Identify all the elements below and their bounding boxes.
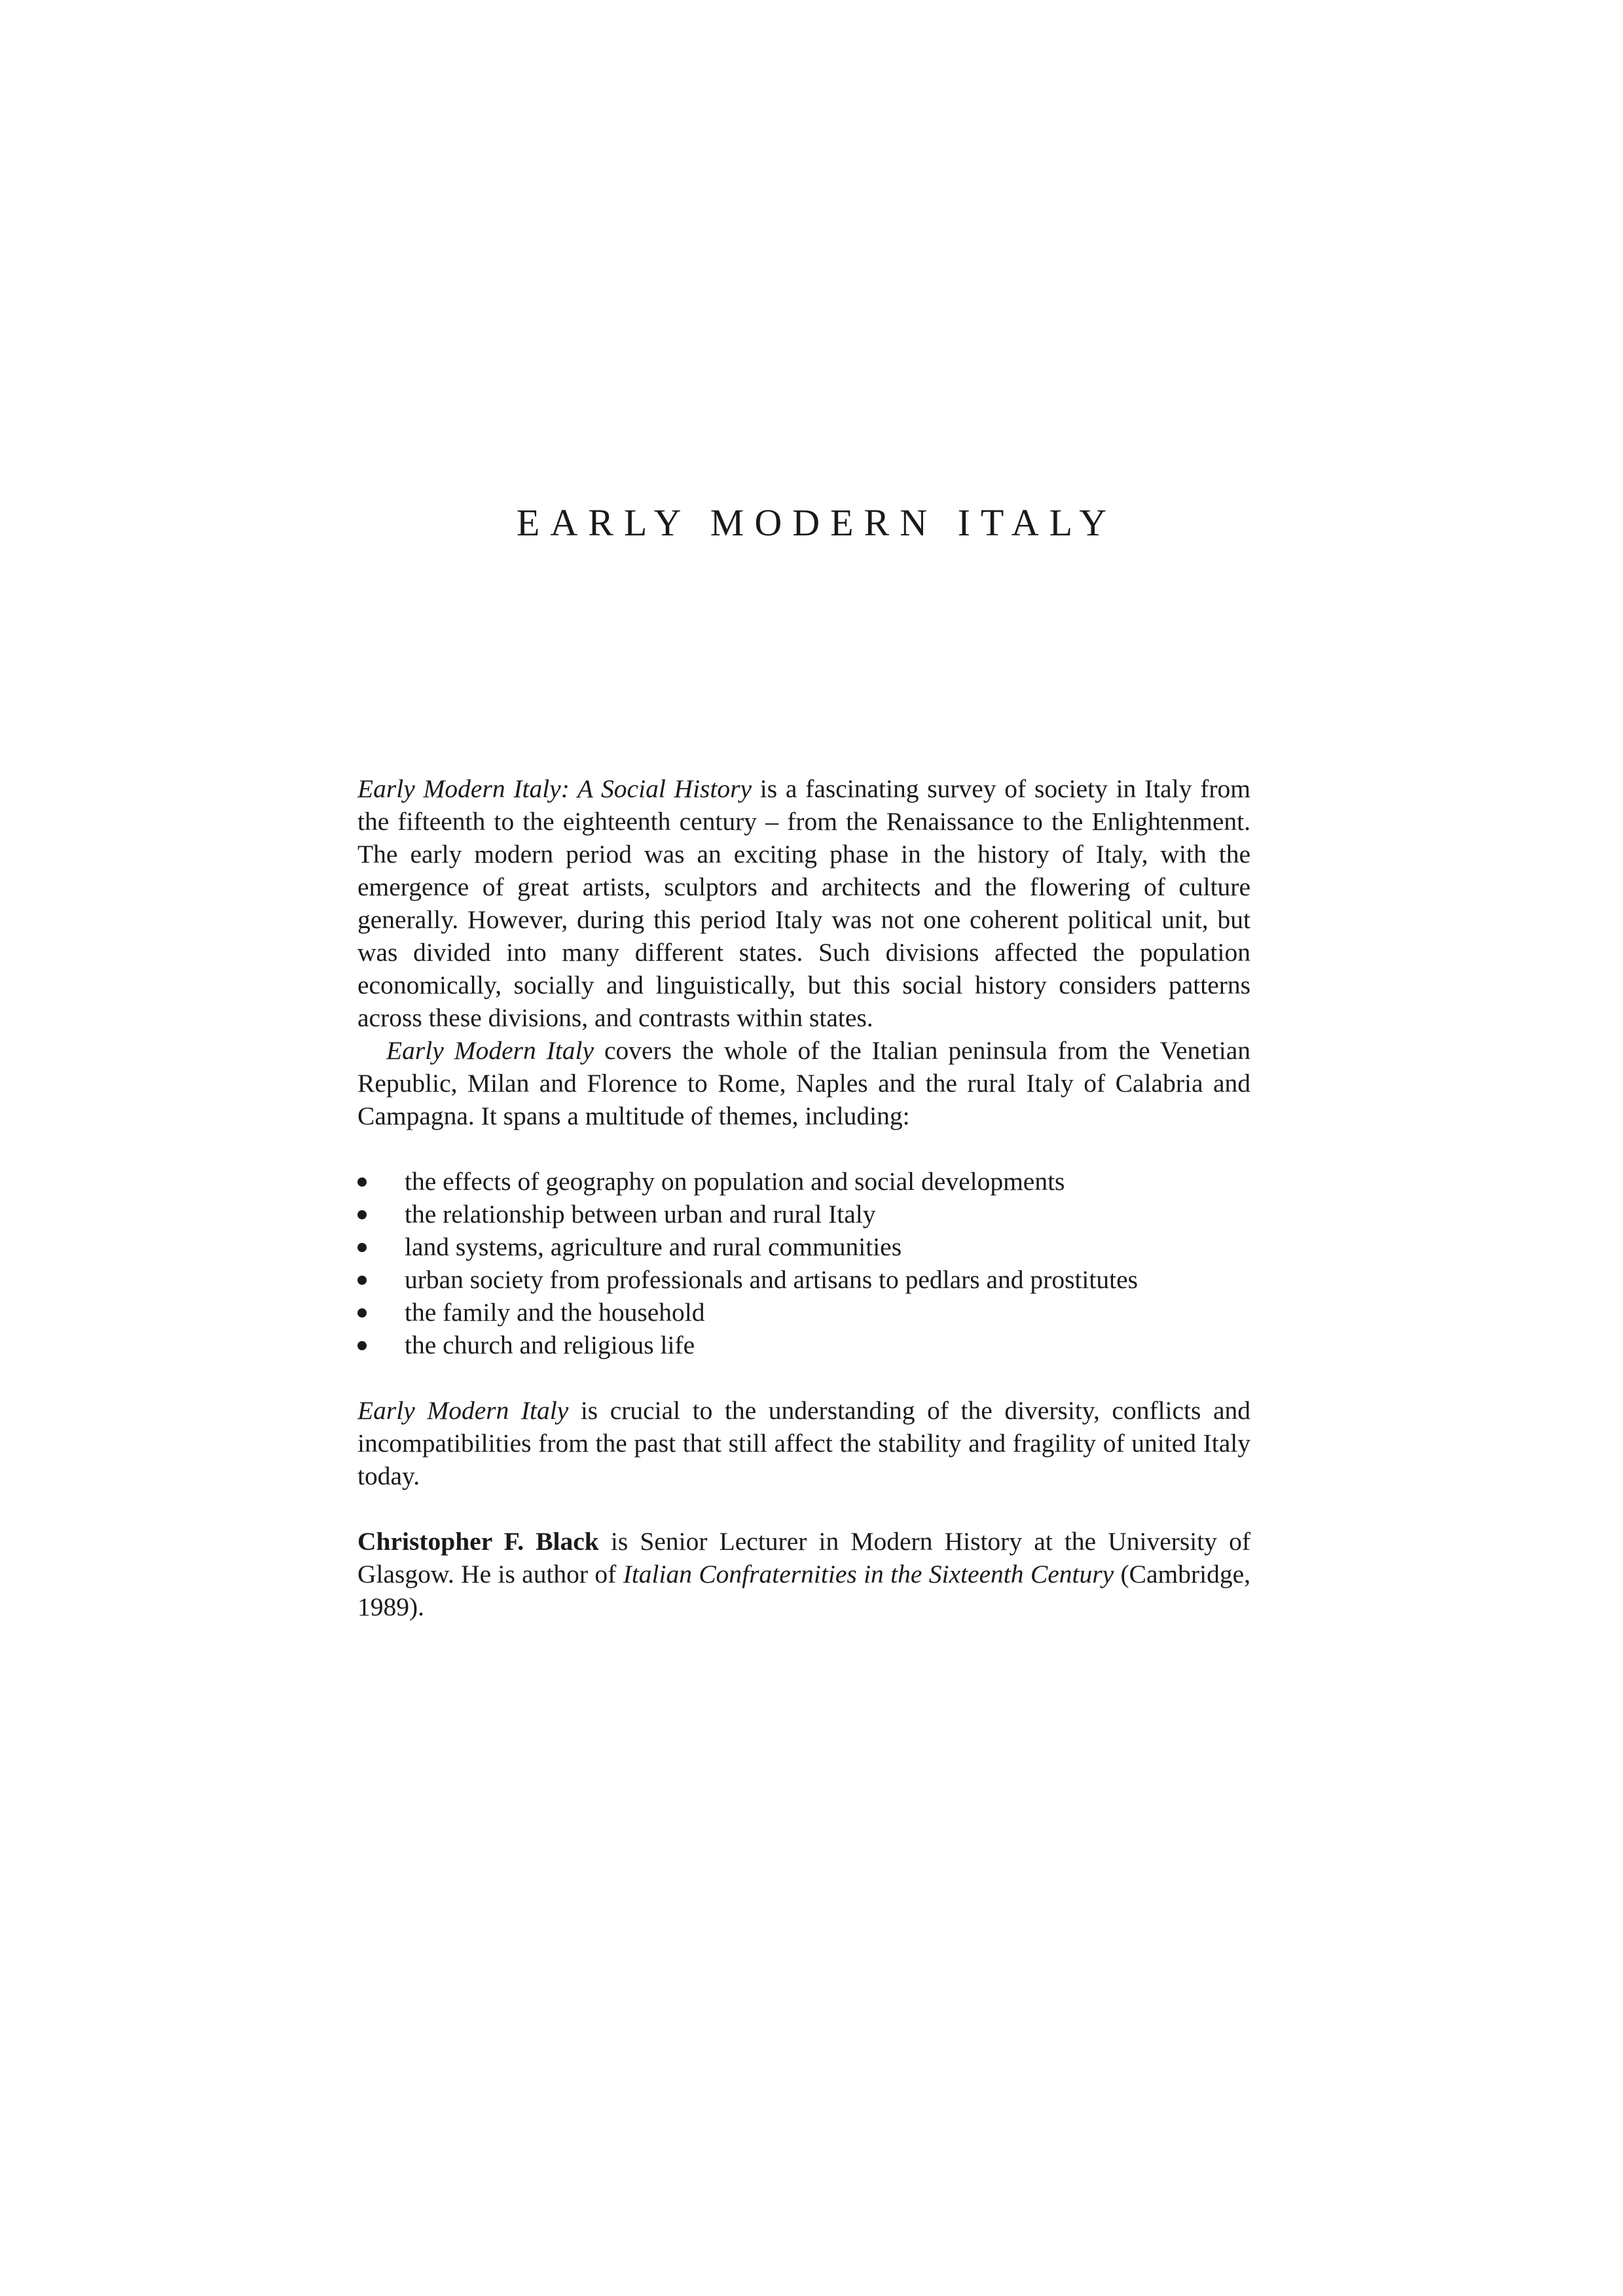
list-item (357, 1263, 1250, 1296)
author-name: Christopher F. Black (357, 1527, 599, 1556)
theme-text: land systems, agriculture and rural communities (405, 1232, 902, 1261)
author-text-before: is Senior Lecturer in Modern History at the University of Glasgow. He is author of (357, 1527, 1251, 1588)
theme-text: the family and the household (405, 1298, 705, 1327)
list-item (357, 1230, 1250, 1263)
list-item (357, 1296, 1250, 1329)
page-title: EARLY MODERN ITALY (516, 501, 1118, 544)
bullet-icon (357, 1341, 367, 1350)
bullet-icon (357, 1308, 367, 1318)
coverage-text: covers the whole of the Italian peninsula from the Venetian Republic, Milan and Florence to Rome, Naples and the rural Italy of Calabria and Campagna. It spans a multitude of themes, including: (357, 1036, 1250, 1130)
intro-paragraph (357, 772, 1250, 1034)
blurb-text (357, 772, 1250, 1623)
bullet-icon (357, 1276, 367, 1285)
coverage-paragraph (357, 1034, 1250, 1132)
theme-text: urban society from professionals and artisans to pedlars and prostitutes (405, 1265, 1139, 1294)
intro-text: is a fascinating survey of society in Italy from the fifteenth to the eighteenth century – from the Renaissance to the Enlightenment. The early modern period was an exciting phase in the history of Italy, with the emergence of great artists, sculptors and architects and the flowering of culture generally. However, during this period Italy was not one coherent political unit, but was divided into many different states. Such divisions affected the population economically, socially and linguistically, but this social history considers patterns across these divisions, and contrasts within states. (357, 774, 1250, 1032)
conclusion-book-title: Early Modern Italy (357, 1396, 569, 1425)
list-item (357, 1198, 1250, 1230)
bullet-icon (357, 1210, 367, 1219)
list-item (357, 1329, 1250, 1361)
author-work-title: Italian Confraternities in the Sixteenth Century (623, 1560, 1114, 1588)
theme-text: the church and religious life (405, 1331, 695, 1359)
bullet-icon (357, 1243, 367, 1252)
intro-book-title: Early Modern Italy: A Social History (357, 774, 752, 803)
coverage-book-title: Early Modern Italy (386, 1036, 594, 1065)
theme-text: the relationship between urban and rural Italy (405, 1200, 876, 1229)
conclusion-paragraph (357, 1394, 1250, 1492)
theme-list (357, 1165, 1250, 1361)
theme-text: the effects of geography on population and social developments (405, 1167, 1065, 1196)
bullet-icon (357, 1177, 367, 1187)
author-bio (357, 1525, 1250, 1623)
conclusion-text: is crucial to the understanding of the diversity, conflicts and incompatibilities from the past that still affect the stability and fragility of united Italy today. (357, 1396, 1250, 1490)
author-text-after: (Cambridge, 1989). (357, 1560, 1250, 1621)
list-item (357, 1165, 1250, 1198)
